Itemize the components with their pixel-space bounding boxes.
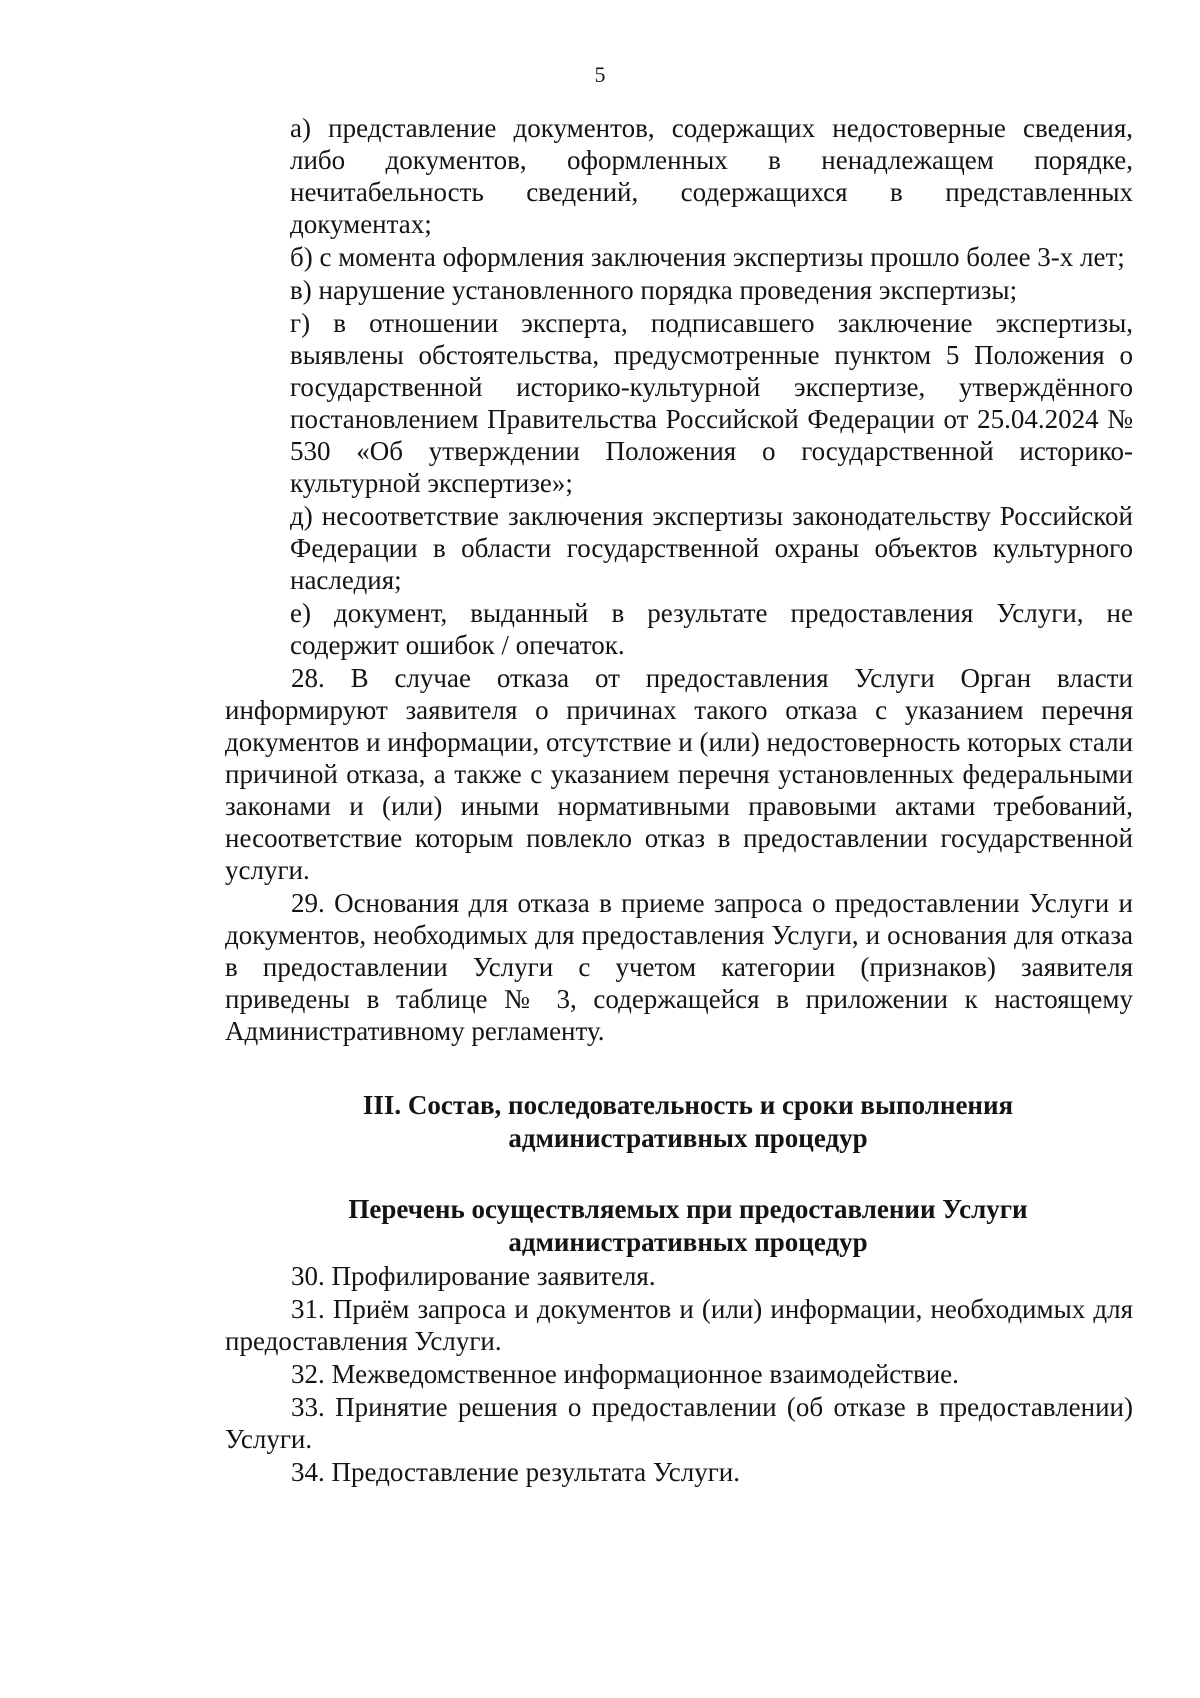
procedure-32: 32. Межведомственное информационное взаимодействие. (291, 1359, 959, 1389)
list-item-d: д) несоответствие заключения экспертизы законодательству Российской Федерации в области государственной охраны объектов культурного наследия; (290, 501, 1133, 595)
procedure-33: 33. Принятие решения о предоставлении (об отказе в предоставлении) Услуги. (225, 1392, 1133, 1454)
procedure-31: 31. Приём запроса и документов и (или) информации, необходимых для предоставления Услуги. (225, 1294, 1133, 1356)
section-title-line-2: административных процедур (508, 1123, 868, 1153)
list-item-g: г) в отношении эксперта, подписавшего заключение экспертизы, выявлены обстоятельства, предусмотренные пунктом 5 Положения о государственной историко-культурной экспертизе, утверждённого постановлением Правительства Российской Федерации от 25.04.2024 № 530 «Об утверждении Положения о государственной историко-культурной экспертизе»; (290, 308, 1133, 498)
section-title (225, 1089, 1133, 1155)
section-title-line-1: III. Состав, последовательность и сроки выполнения (362, 1090, 1014, 1120)
list-item-v: в) нарушение установленного порядка проведения экспертизы; (290, 275, 1018, 305)
paragraph-29: 29. Основания для отказа в приеме запроса о предоставлении Услуги и документов, необходимых для предоставления Услуги, и основания для отказа в предоставлении Услуги с учетом категории (признаков) заявителя приведены в таблице № 3, содержащейся в приложении к настоящему Административному регламенту. (225, 888, 1133, 1046)
list-item-b: б) с момента оформления заключения экспертизы прошло более 3-х лет; (290, 242, 1125, 272)
procedure-34: 34. Предоставление результата Услуги. (291, 1457, 740, 1487)
page-number: 5 (594, 62, 606, 87)
list-item-a: а) представление документов, содержащих недостоверные сведения, либо документов, оформленных в ненадлежащем порядке, нечитабельность сведений, содержащихся в представленных документах; (290, 113, 1133, 239)
document-body (225, 112, 1133, 1489)
procedure-30: 30. Профилирование заявителя. (291, 1261, 656, 1291)
paragraph-28: 28. В случае отказа от предоставления Услуги Орган власти информируют заявителя о причинах такого отказа с указанием перечня документов и информации, отсутствие и (или) недостоверность которых стали причиной отказа, а также с указанием перечня установленных федеральными законами и (или) иными нормативными правовыми актами требований, несоответствие которым повлекло отказ в предоставлении государственной услуги. (225, 663, 1133, 885)
subsection-title-line-1: Перечень осуществляемых при предоставлении Услуги (348, 1194, 1028, 1224)
subsection-title (225, 1193, 1133, 1259)
subsection-title-line-2: административных процедур (508, 1227, 868, 1257)
list-item-e: е) документ, выданный в результате предоставления Услуги, не содержит ошибок / опечаток. (290, 598, 1133, 660)
